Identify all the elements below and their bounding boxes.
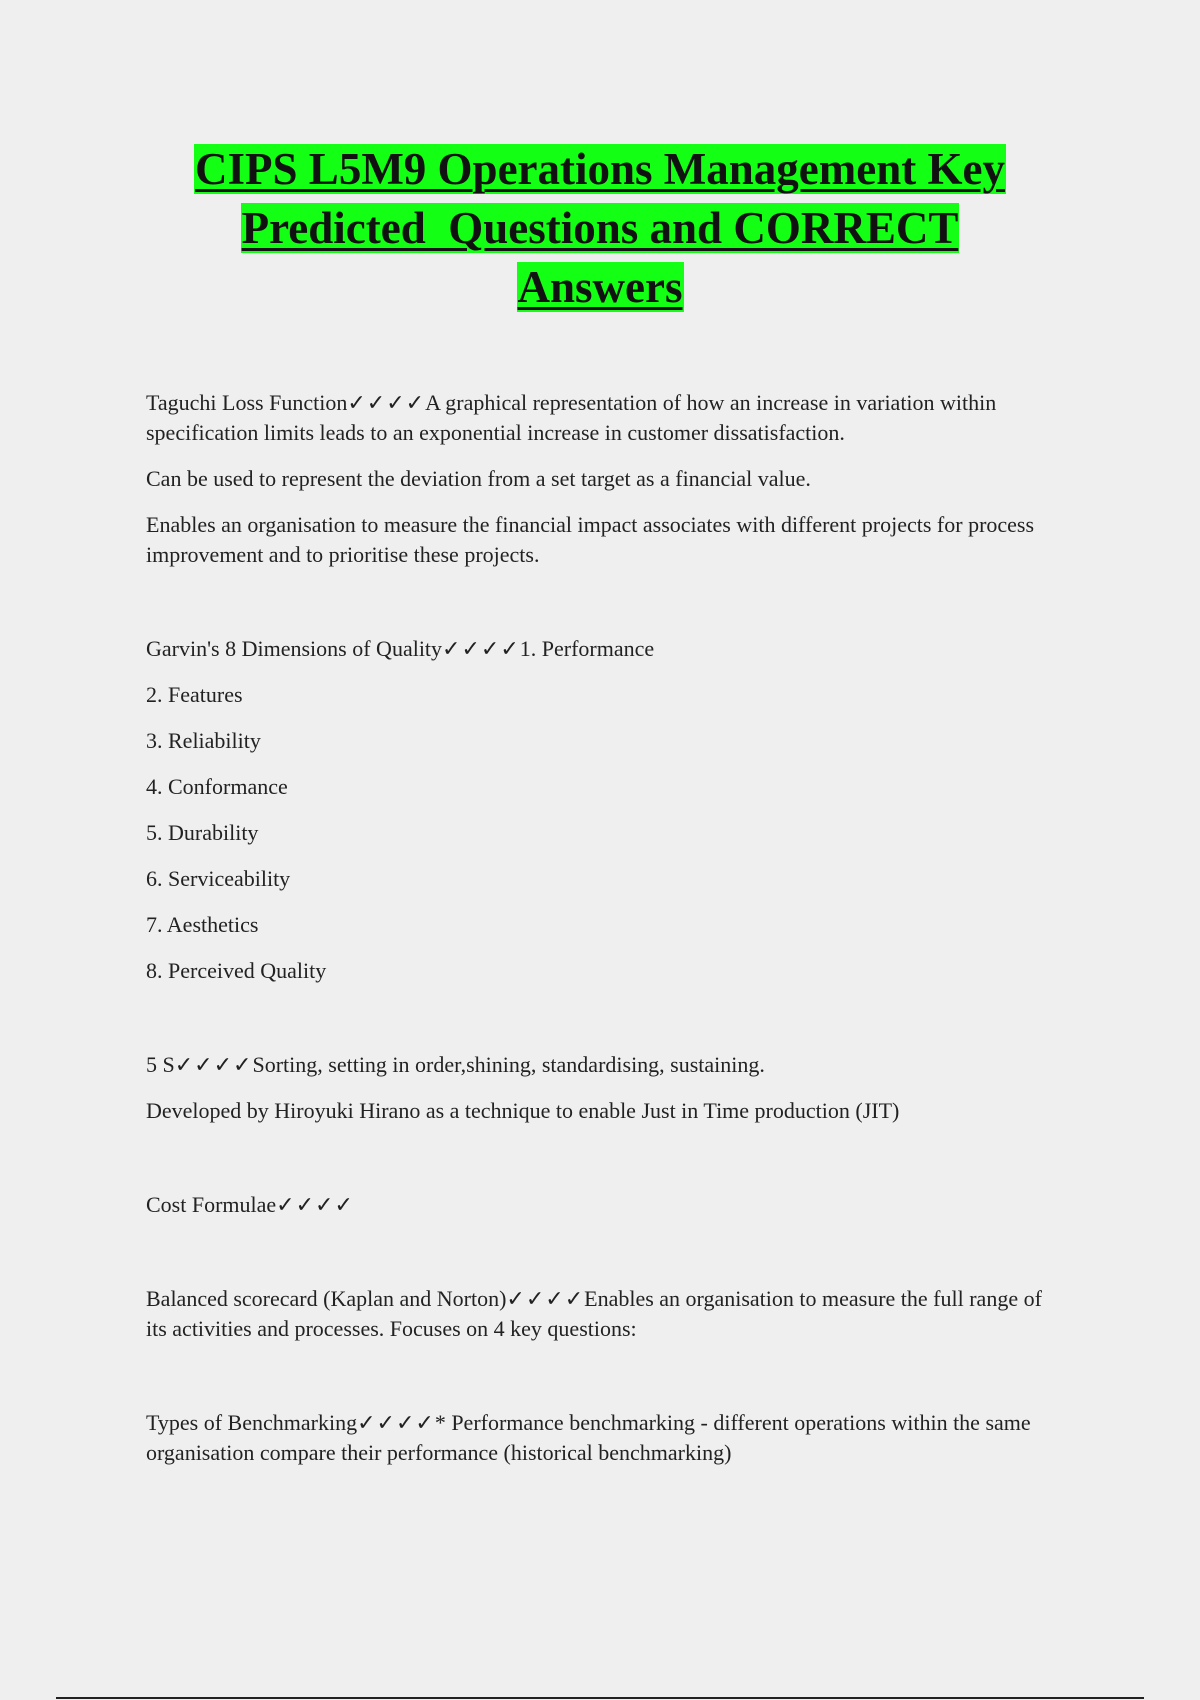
entry-question-answer — [146, 1284, 1066, 1344]
list-item: 6. Serviceability — [146, 866, 291, 891]
entry-balanced-scorecard — [146, 1284, 1066, 1344]
entry-answer: * Performance benchmarking - different operations within the same organisation compare their performance (historical benchmarking) — [146, 1410, 1031, 1465]
entry-question-answer — [146, 1408, 1066, 1468]
list-item: 7. Aesthetics — [146, 912, 259, 937]
checkmarks-icon: ✓✓✓✓ — [442, 636, 520, 661]
checkmarks-icon: ✓✓✓✓ — [174, 1052, 253, 1077]
entry-taguchi — [146, 388, 1066, 570]
entry-term: Garvin's 8 Dimensions of Quality — [146, 636, 443, 661]
entry-question-answer — [146, 388, 1066, 448]
entry-term: Taguchi Loss Function — [146, 390, 348, 415]
checkmarks-icon: ✓✓✓✓ — [276, 1192, 354, 1217]
entry-term: 5 S — [146, 1052, 175, 1077]
page-title — [100, 140, 1100, 317]
entry-five-s — [146, 1050, 1066, 1126]
title-line-3: Answers — [517, 262, 683, 312]
list-item: 2. Features — [146, 682, 243, 707]
entry-question-answer — [146, 1050, 1066, 1080]
entry-question-answer — [146, 634, 1066, 664]
checkmarks-icon: ✓✓✓✓ — [357, 1410, 435, 1435]
entry-term: Types of Benchmarking — [146, 1410, 358, 1435]
bottom-divider — [56, 1697, 1144, 1699]
title-line-1: CIPS L5M9 Operations Management Key — [195, 144, 1005, 194]
list-item: 3. Reliability — [146, 728, 261, 753]
entry-term: Cost Formulae — [146, 1192, 277, 1217]
entry-paragraph: Can be used to represent the deviation from a set target as a financial value. — [146, 466, 811, 491]
entry-cost-formulae — [146, 1190, 1066, 1220]
list-item: 5. Durability — [146, 820, 259, 845]
entry-answer: A graphical representation of how an increase in variation within specification limits leads to an exponential increase in customer dissatisfaction. — [146, 390, 997, 445]
entry-answer: 1. Performance — [519, 636, 655, 661]
qa-content — [146, 388, 1066, 1532]
checkmarks-icon: ✓✓✓✓ — [347, 390, 426, 415]
list-item: 8. Perceived Quality — [146, 958, 327, 983]
title-line-2: Predicted Questions and CORRECT — [241, 203, 959, 253]
entry-garvin — [146, 634, 1066, 986]
entry-paragraph: Developed by Hiroyuki Hirano as a technique to enable Just in Time production (JIT) — [146, 1098, 900, 1123]
entry-question-answer — [146, 1190, 1066, 1220]
entry-answer: Sorting, setting in order,shining, standardising, sustaining. — [252, 1052, 765, 1077]
entry-term: Balanced scorecard (Kaplan and Norton) — [146, 1286, 507, 1311]
entry-benchmarking — [146, 1408, 1066, 1468]
list-item: 4. Conformance — [146, 774, 288, 799]
entry-answer: Enables an organisation to measure the full range of its activities and processes. Focuses on 4 key questions: — [146, 1286, 1042, 1341]
checkmarks-icon: ✓✓✓✓ — [506, 1286, 585, 1311]
entry-paragraph: Enables an organisation to measure the financial impact associates with different projects for process improvement and to prioritise these projects. — [146, 512, 1035, 567]
